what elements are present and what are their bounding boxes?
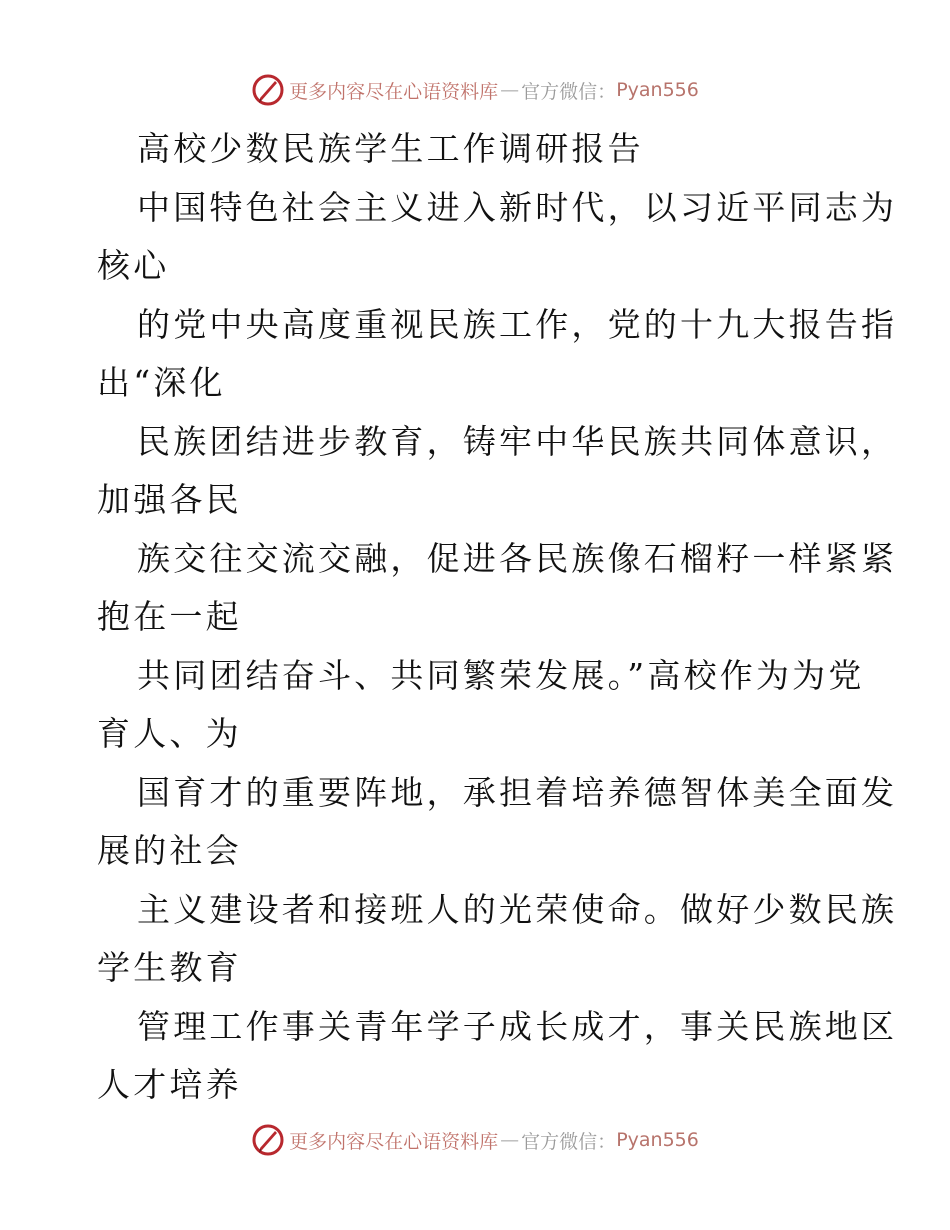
- watermark-brand: 更多内容尽在心语资料库: [289, 1130, 499, 1153]
- quill-logo-icon: [251, 1123, 285, 1157]
- text-line: 人才培养: [97, 1065, 242, 1104]
- text-line: 育人、为: [97, 714, 242, 753]
- text-line: 中国特色社会主义进入新时代，以习近平同志为: [137, 187, 898, 227]
- text-line: 民族团结进步教育，铸牢中华民族共同体意识，: [137, 421, 898, 461]
- text-line: 加强各民: [97, 480, 242, 519]
- text-line: 展的社会: [97, 831, 242, 870]
- text-line: 出“深化: [97, 363, 226, 402]
- text-line: 国育才的重要阵地，承担着培养德智体美全面发: [137, 772, 898, 812]
- document-body: [97, 120, 898, 1115]
- watermark-brand: 更多内容尽在心语资料库: [289, 80, 499, 103]
- text-line: 抱在一起: [97, 597, 242, 636]
- text-line: 共同团结奋斗、共同繁荣发展。”高校作为为党: [137, 655, 865, 695]
- text-line: 管理工作事关青年学子成长成才，事关民族地区: [137, 1006, 898, 1046]
- watermark-label: 官方微信：: [521, 1130, 617, 1153]
- watermark-wechat-id: Pyan556: [616, 1129, 699, 1151]
- text-line: 的党中央高度重视民族工作，党的十九大报告指: [137, 304, 898, 344]
- quill-logo-icon: [251, 73, 285, 107]
- watermark-wechat-id: Pyan556: [616, 79, 699, 101]
- text-line: 族交往交流交融，促进各民族像石榴籽一样紧紧: [137, 538, 898, 578]
- text-line: 主义建设者和接班人的光荣使命。做好少数民族: [137, 889, 898, 929]
- text-line: 学生教育: [97, 948, 242, 987]
- document-title: 高校少数民族学生工作调研报告: [137, 129, 644, 168]
- watermark-separator: —: [500, 1129, 520, 1151]
- text-line: 核心: [97, 246, 170, 285]
- header-watermark: [0, 72, 950, 108]
- watermark-label: 官方微信：: [521, 80, 617, 103]
- watermark-separator: —: [500, 79, 520, 101]
- footer-watermark: [0, 1122, 950, 1158]
